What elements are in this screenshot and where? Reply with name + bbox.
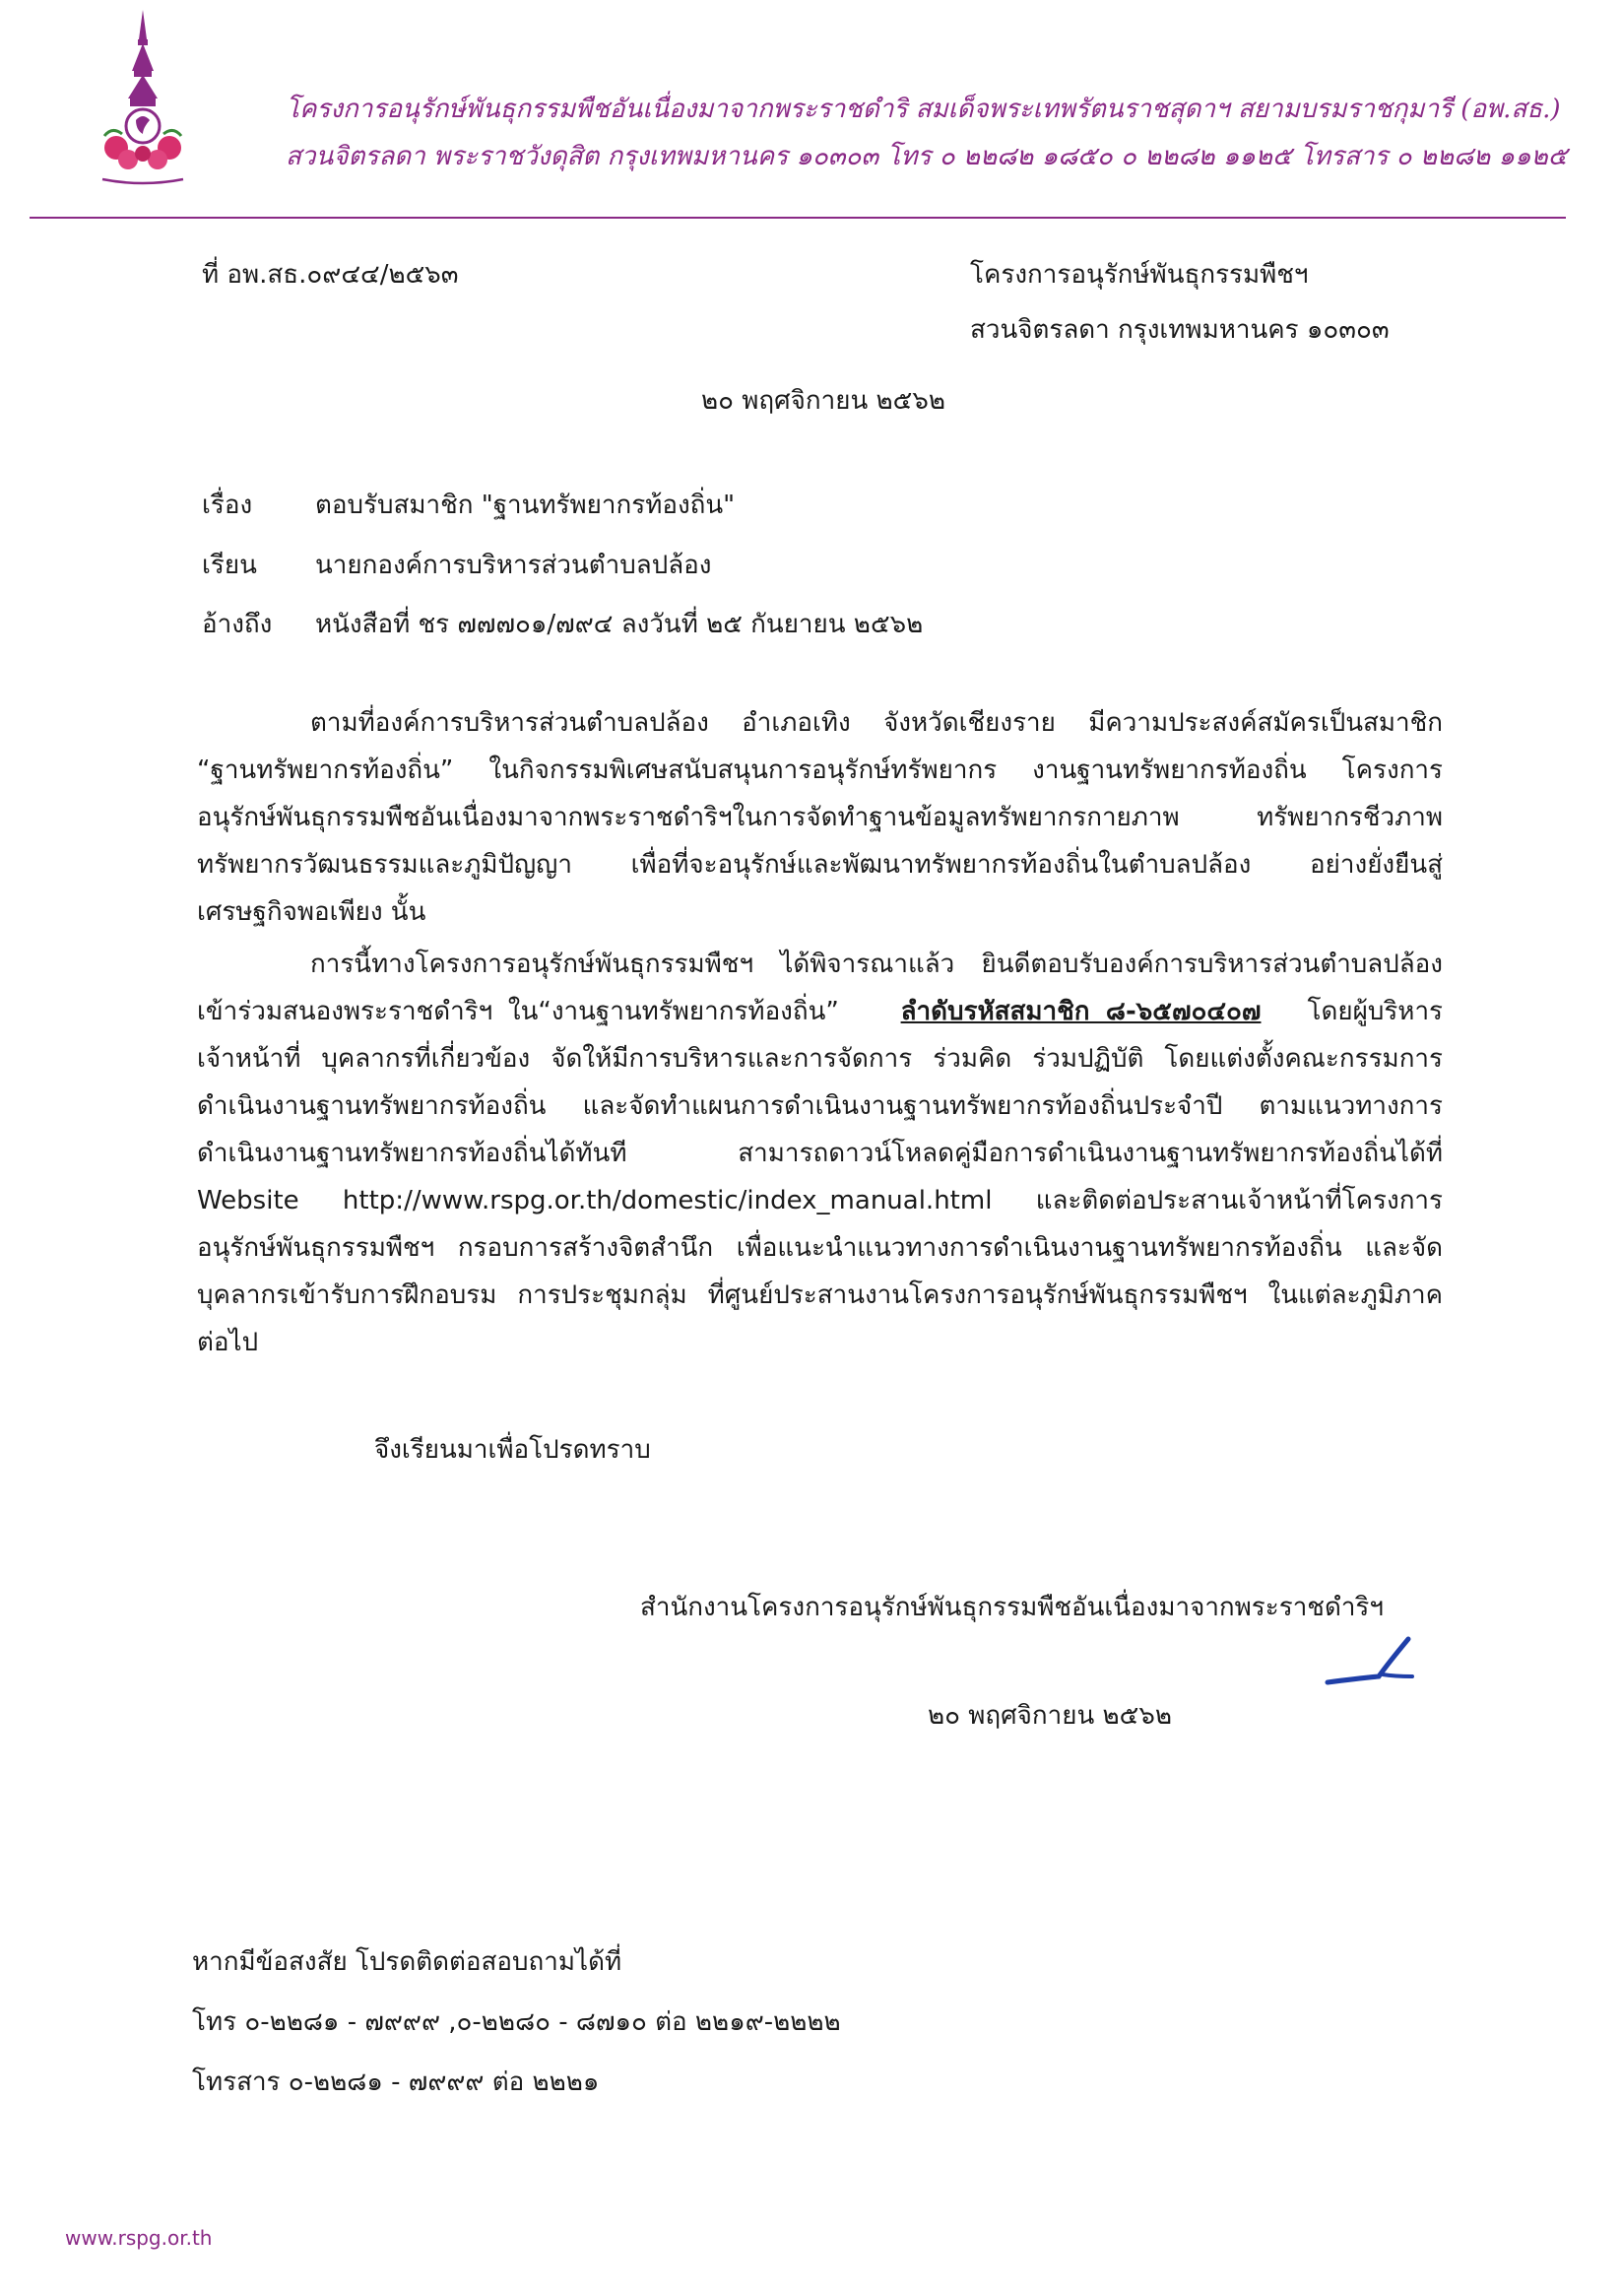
paragraph-2-line: อนุรักษ์พันธุกรรมพืชฯ กรอบการสร้างจิตสำนึก เพื่อแนะนำแนวทางการดำเนินงานฐานทรัพยากรท้องถิ่น และจัด <box>197 1233 1443 1263</box>
paragraph-2 <box>197 941 1443 1366</box>
paragraph-1-line: ทรัพยากรวัฒนธรรมและภูมิปัญญา เพื่อที่จะอนุรักษ์และพัฒนาทรัพยากรท้องถิ่นในตำบลปล้อง อย่างยั่งยืนสู่ <box>197 850 1443 880</box>
paragraph-1-line: “ฐานทรัพยากรท้องถิ่น” ในกิจกรรมพิเศษสนับสนุนการอนุรักษ์ทรัพยากร งานฐานทรัพยากรท้องถิ่น โครงการ <box>197 755 1443 785</box>
paragraph-2-line2-post: โดยผู้บริหาร <box>1307 997 1444 1026</box>
reference-label: อ้างถึง <box>202 610 273 639</box>
paragraph-1-line: อนุรักษ์พันธุกรรมพืชอันเนื่องมาจากพระราชดำริฯในการจัดทำฐานข้อมูลทรัพยากรกายภาพ ทรัพยากรชีวภาพ <box>197 803 1443 832</box>
paragraph-2-line: บุคลากรเข้ารับการฝึกอบรม การประชุมกลุ่ม ที่ศูนย์ประสานงานโครงการอนุรักษ์พันธุกรรมพืชฯ ในแต่ละภูมิภาค <box>197 1280 1443 1310</box>
addressee-value: นายกองค์การบริหารส่วนตำบลปล้อง <box>315 551 712 580</box>
paragraph-2-line: ดำเนินงานฐานทรัพยากรท้องถิ่นได้ทันที สามารถดาวน์โหลดคู่มือการดำเนินงานฐานทรัพยากรท้องถิ่นได้ที่ <box>197 1139 1443 1168</box>
paragraph-1-line: ตามที่องค์การบริหารส่วนตำบลปล้อง อำเภอเทิง จังหวัดเชียงราย มีความประสงค์สมัครเป็นสมาชิก <box>310 708 1443 738</box>
document-number: ที่ อพ.สธ.๐๙๔๔/๒๕๖๓ <box>202 260 459 290</box>
paragraph-2-line: ดำเนินงานฐานทรัพยากรท้องถิ่น และจัดทำแผนการดำเนินงานฐานทรัพยากรท้องถิ่นประจำปี ตามแนวทางการ <box>197 1091 1443 1121</box>
paragraph-2-line: ต่อไป <box>197 1328 259 1357</box>
contact-fax: โทรสาร ๐-๒๒๘๑ - ๗๙๙๙ ต่อ ๒๒๒๑ <box>192 2067 600 2097</box>
footer-url: www.rspg.or.th <box>65 2226 213 2250</box>
member-code: ลำดับรหัสสมาชิก ๘-๖๕๗๐๔๐๗ <box>900 997 1262 1026</box>
rspg-logo <box>98 10 187 187</box>
letterhead-divider <box>30 217 1566 219</box>
paragraph-2-line2-pre: เข้าร่วมสนองพระราชดำริฯ ใน“งานฐานทรัพยากรท้องถิ่น” <box>197 997 839 1026</box>
subject-label: เรื่อง <box>202 491 253 520</box>
signatory: สำนักงานโครงการอนุรักษ์พันธุกรรมพืชอันเนื่องมาจากพระราชดำริฯ <box>640 1593 1384 1622</box>
sender-address-line1: โครงการอนุรักษ์พันธุกรรมพืชฯ <box>970 260 1309 290</box>
document-date: ๒๐ พฤศจิกายน ๒๕๖๒ <box>701 386 945 416</box>
paragraph-2-line: การนี้ทางโครงการอนุรักษ์พันธุกรรมพืชฯ ได้พิจารณาแล้ว ยินดีตอบรับองค์การบริหารส่วนตำบลปล้อง <box>310 950 1443 979</box>
paragraph-2-line: Website http://www.rspg.or.th/domestic/index_manual.html และติดต่อประสานเจ้าหน้าที่โครงการ <box>197 1186 1443 1215</box>
closing-text: จึงเรียนมาเพื่อโปรดทราบ <box>374 1435 651 1465</box>
signature <box>1320 1635 1428 1694</box>
contact-phone: โทร ๐-๒๒๘๑ - ๗๙๙๙ ,๐-๒๒๘๐ - ๘๗๑๐ ต่อ ๒๒๑๙-๒๒๒๒ <box>192 2007 841 2037</box>
paragraph-2-line: เจ้าหน้าที่ บุคลากรที่เกี่ยวข้อง จัดให้มีการบริหารและการจัดการ ร่วมคิด ร่วมปฏิบัติ โดยแต่งตั้งคณะกรรมการ <box>197 1044 1443 1074</box>
paragraph-1-line: เศรษฐกิจพอเพียง นั้น <box>197 897 426 927</box>
signature-date: ๒๐ พฤศจิกายน ๒๕๖๒ <box>928 1701 1172 1731</box>
paragraph-1 <box>197 699 1443 936</box>
letterhead-line1: โครงการอนุรักษ์พันธุกรรมพืชอันเนื่องมาจากพระราชดำริ สมเด็จพระเทพรัตนราชสุดาฯ สยามบรมราชกุมารี (อพ.สธ.) <box>286 95 1561 124</box>
letterhead-line2: สวนจิตรลดา พระราชวังดุสิต กรุงเทพมหานคร ๑๐๓๐๓ โทร ๐ ๒๒๘๒ ๑๘๕๐ ๐ ๒๒๘๒ ๑๑๒๕ โทรสาร ๐ ๒๒๘๒ ๑๑๒๕ <box>286 142 1568 171</box>
subject-value: ตอบรับสมาชิก "ฐานทรัพยากรท้องถิ่น" <box>315 491 736 520</box>
reference-value: หนังสือที่ ชร ๗๗๗๐๑/๗๙๔ ลงวันที่ ๒๕ กันยายน ๒๕๖๒ <box>315 610 924 639</box>
paragraph-2-line <box>197 988 1443 1035</box>
contact-intro: หากมีข้อสงสัย โปรดติดต่อสอบถามได้ที่ <box>192 1947 622 1977</box>
sender-address-line2: สวนจิตรลดา กรุงเทพมหานคร ๑๐๓๐๓ <box>970 315 1390 345</box>
addressee-label: เรียน <box>202 551 257 580</box>
